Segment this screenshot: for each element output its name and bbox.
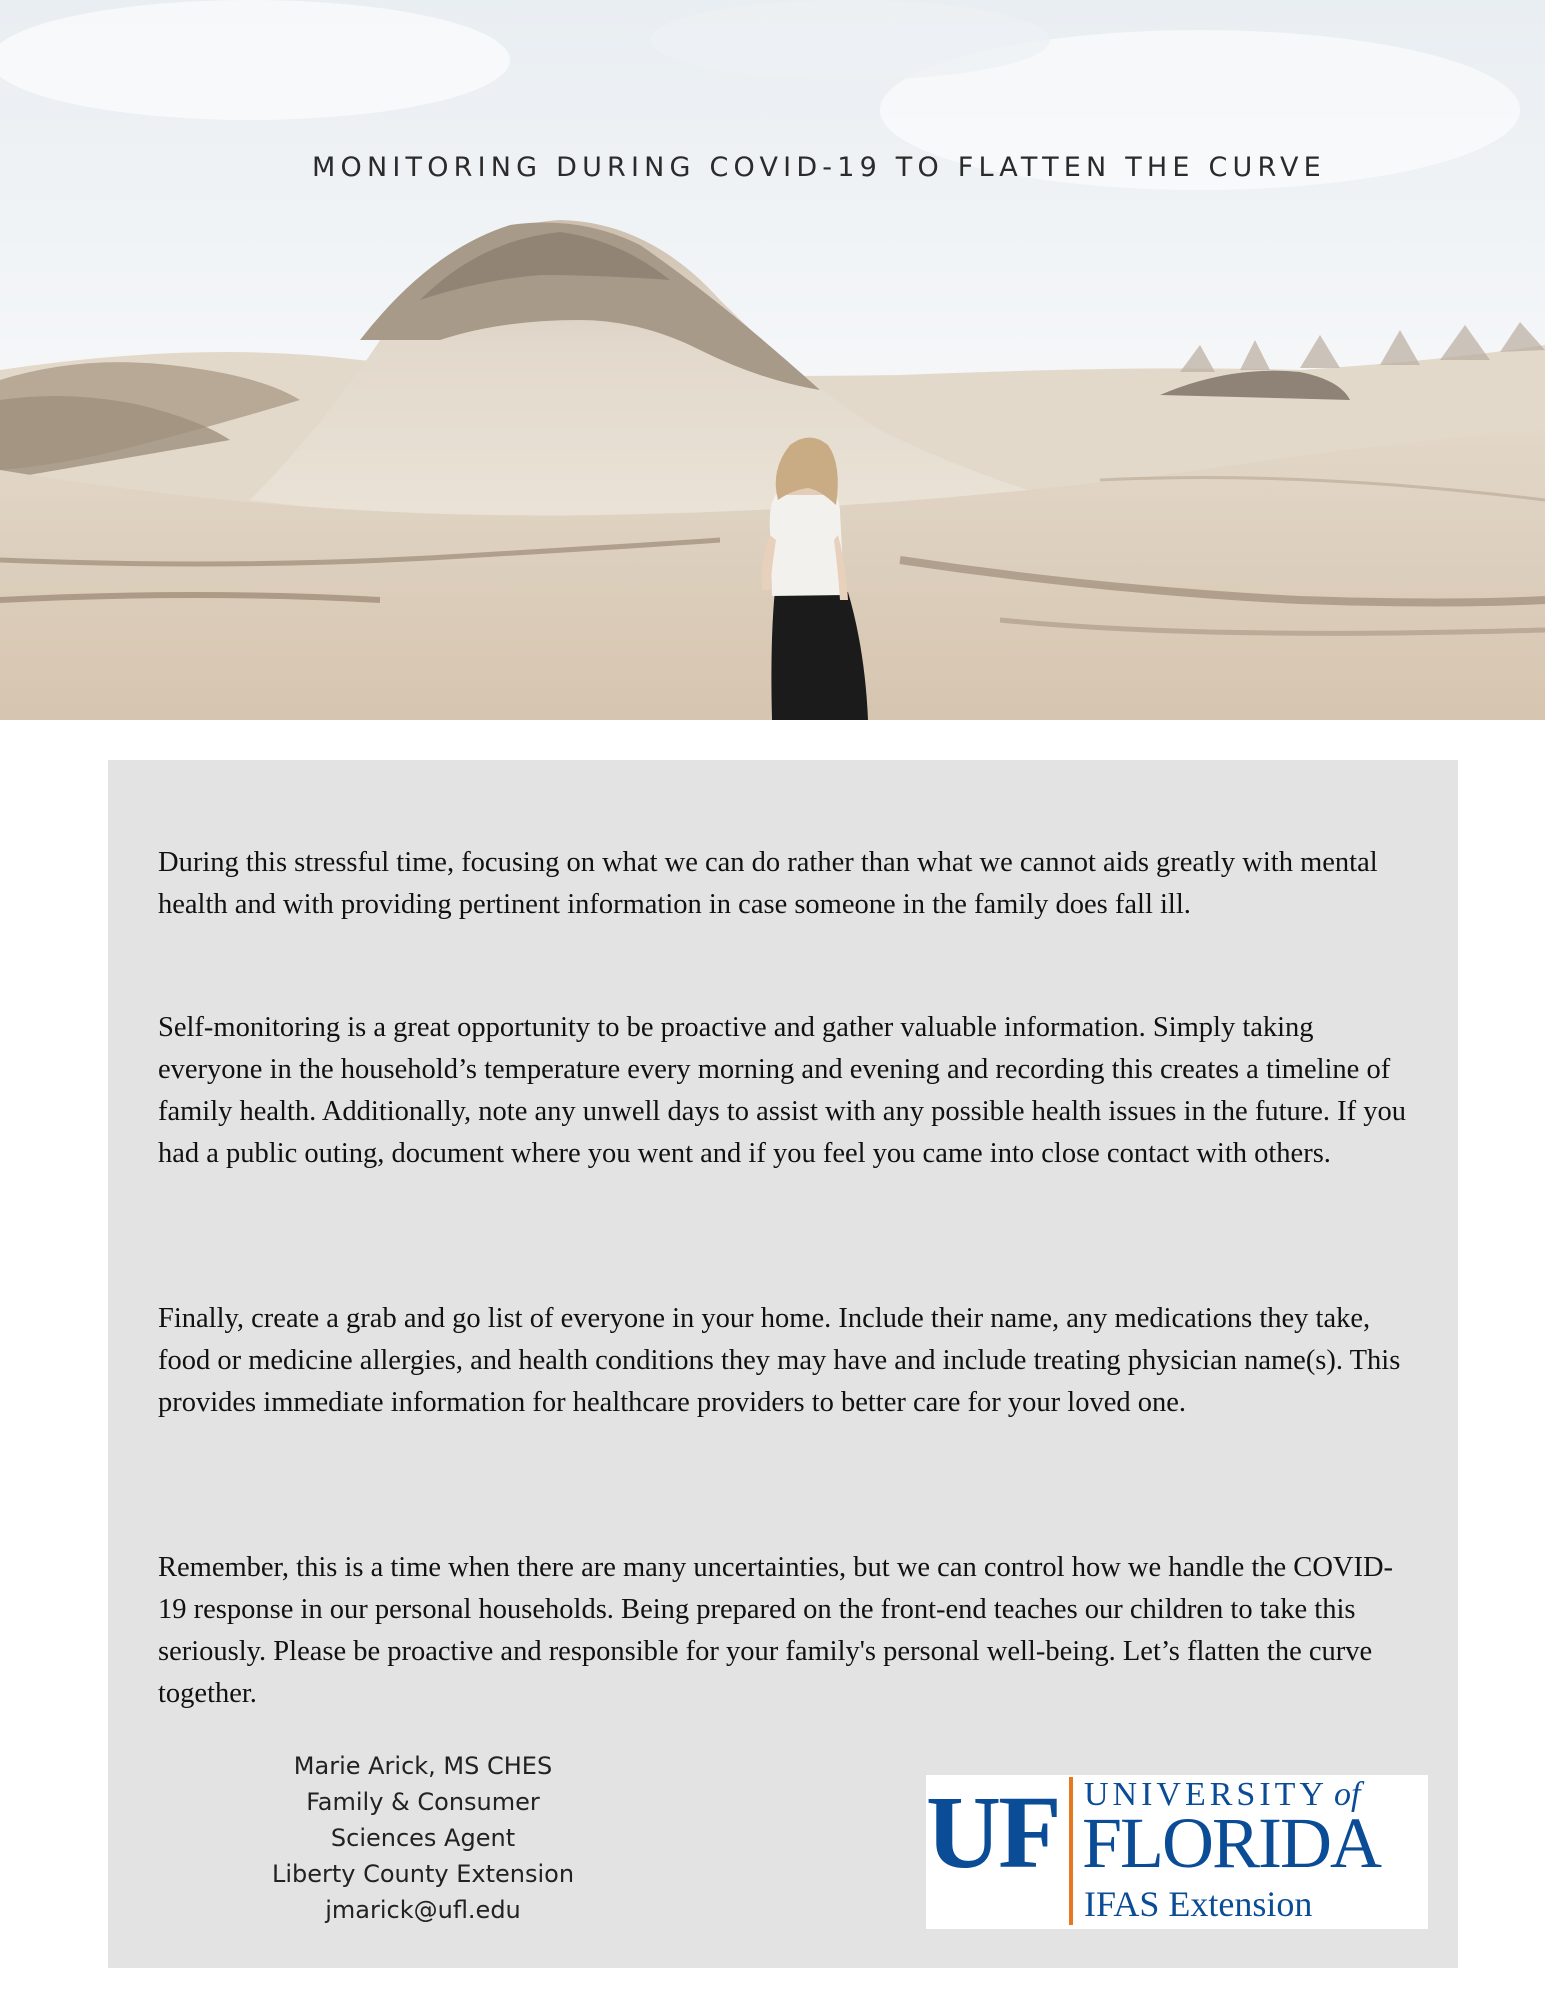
author-name: Marie Arick, MS CHES: [293, 1752, 553, 1780]
page-title: MONITORING DURING COVID-19 TO FLATTEN THE CURVE: [312, 152, 1326, 183]
author-title-line-2: Sciences Agent: [330, 1824, 516, 1852]
author-email: jmarick@ufl.edu: [325, 1896, 521, 1924]
logo-university-word: UNIVERSITY: [1084, 1776, 1328, 1813]
logo-florida-word: FLORIDA: [1082, 1803, 1381, 1883]
logo-ifas-extension: IFAS Extension: [1084, 1884, 1313, 1924]
desert-landscape-image: [0, 0, 1545, 720]
hero-photo: [0, 0, 1545, 720]
author-title-line-1: Family & Consumer: [306, 1788, 540, 1816]
paragraph-remember: Remember, this is a time when there are many uncertainties, but we can control how we handle the COVID-19 response in our personal households. Being prepared on the front-end teaches our children to take this seriously. Please be proactive and responsible for your family's personal well-being. Let’s flatten the curve together.: [158, 1552, 1394, 1709]
uf-ifas-logo: [926, 1775, 1428, 1929]
logo-divider: [1069, 1777, 1073, 1925]
author-office: Liberty County Extension: [271, 1860, 575, 1888]
logo-of-word: of: [1333, 1776, 1361, 1813]
paragraph-intro: During this stressful time, focusing on what we can do rather than what we cannot aids greatly with mental health and with providing pertinent information in case someone in the family does fall ill.: [158, 847, 1378, 920]
paragraph-grab-and-go: Finally, create a grab and go list of everyone in your home. Include their name, any medications they take, food or medicine allergies, and health conditions they may have and include treating physician name(s). This provides immediate information for healthcare providers to better care for your loved one.: [158, 1303, 1401, 1418]
paragraph-self-monitoring: Self-monitoring is a great opportunity to be proactive and gather valuable information. Simply taking everyone in the household’s temperature every morning and evening and recording this creates a timeline of family health. Additionally, note any unwell days to assist with any possible health issues in the future. If you had a public outing, document where you went and if you feel you came into close contact with others.: [158, 1012, 1406, 1169]
content-card: [108, 760, 1458, 1968]
author-signature: [258, 1748, 588, 1928]
uf-monogram: UF: [926, 1775, 1059, 1890]
